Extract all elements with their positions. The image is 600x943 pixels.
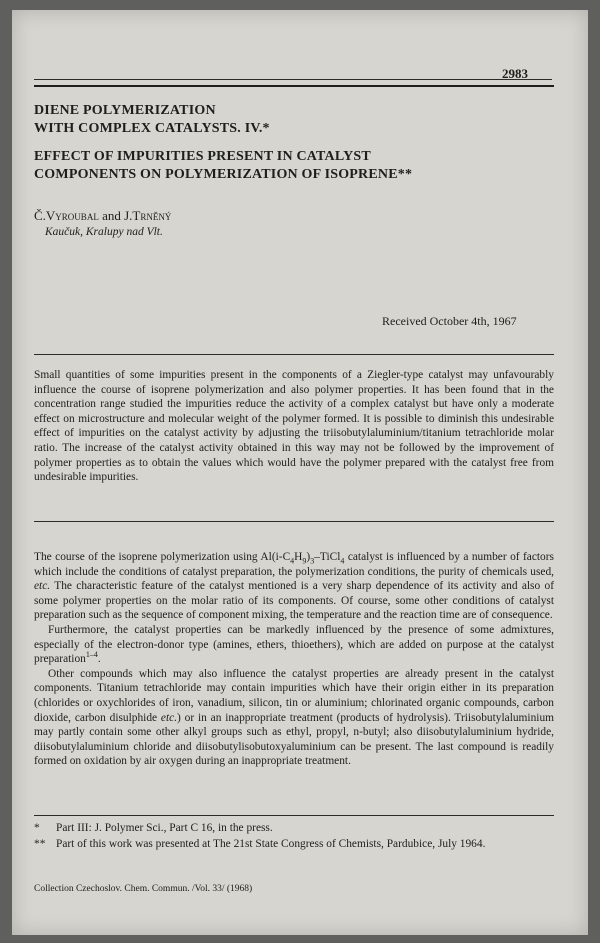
footnote-2-mark: ** xyxy=(34,838,46,850)
abstract-text: Small quantities of some impurities present in the components of a Ziegler-type catalyst may unfavourably influence the course of isoprene polymerization and also polymer properties. It has been found that in the concentration range studied the impurities reduce the activity of a complex catalyst but have only a moderate effect on microstructure and molecular weight of the polymer formed. It is possible to diminish this undesirable effect of impurities on the catalyst activity by adjusting the triisobutylaluminium/titanium tetrachloride molar ratio. The increase of the catalyst activity obtained in this way may not be followed by the improvement of polymer properties as to obtain the values which would have the polymer prepared with the catalyst free from undesirable impurities. xyxy=(34,369,554,484)
authors xyxy=(34,208,171,224)
footnote-1-text: Part III: J. Polymer Sci., Part C 16, in the press. xyxy=(56,822,273,834)
author-2: J.Trněný xyxy=(124,208,172,223)
footnote-1-mark: * xyxy=(34,822,40,834)
title-line-4: COMPONENTS ON POLYMERIZATION OF ISOPRENE** xyxy=(34,167,413,182)
footnote-1 xyxy=(34,821,554,835)
footnote-rule xyxy=(34,815,554,816)
header-rule-thick xyxy=(34,85,554,87)
received-date: Received October 4th, 1967 xyxy=(382,314,517,328)
author-connector: and xyxy=(98,208,125,223)
journal-footer: Collection Czechoslov. Chem. Commun. /Vol. 33/ (1968) xyxy=(34,884,253,894)
abstract xyxy=(34,368,554,485)
abstract-top-rule xyxy=(34,354,554,355)
affiliation: Kaučuk, Kralupy nad Vlt. xyxy=(45,226,163,238)
journal-page xyxy=(12,10,588,935)
body-paragraph-1: The course of the isoprene polymerization using $Al(i-C_4H_9)_3-TiCl_4$ catalyst is influenced by a number of factors which include the conditions of catalyst preparation, the polymerization conditions, the purity of chemicals used, etc. The characteristic feature of the catalyst mentioned is a very sharp dependence of its activity and also of some polymer properties on the molar ratio of its components. Of course, some other conditions of catalyst preparation such as the sequence of component mixing, the temperature and the reaction time are of consequence. xyxy=(34,551,554,622)
footnote-2-text: Part of this work was presented at The 21st State Congress of Chemists, Pardubice, July 1964. xyxy=(56,838,486,850)
body-paragraph-3: Other compounds which may also influence the catalyst properties are already present in the catalyst components. Titanium tetrachloride may contain impurities which have their origin either in its preparation (chlorides or oxychlorides of iron, vanadium, silicon, tin or aluminium; chlorinated organic compounds, carbon dioxide, carbon disulphide etc.) or in an inappropriate treatment (products of hydrolysis). Triisobutylaluminium may partly contain some other alkyl groups such as ethyl, propyl, n-butyl; also diisobutylaluminium hydride, diisobutylaluminium chloride and diisobutylisobutoxyaluminium can be present. The last compound is readily formed on oxidation by air oxygen during an inappropriate treatment. xyxy=(34,667,554,768)
page-number: 2983 xyxy=(502,66,528,81)
footnote-2 xyxy=(34,837,554,851)
title-line-3: EFFECT OF IMPURITIES PRESENT IN CATALYST xyxy=(34,149,371,164)
main-body xyxy=(34,550,554,769)
header-rule-thin xyxy=(34,79,552,80)
abstract-bottom-rule xyxy=(34,521,554,522)
title-line-1: DIENE POLYMERIZATION xyxy=(34,103,216,118)
body-paragraph-2: Furthermore, the catalyst properties can be markedly influenced by the presence of some admixtures, especially of the electron-donor type (amines, ethers, thioethers), which are added on purpose at the catalyst preparation$^{1-4}$. xyxy=(34,623,554,666)
author-1: Č.Vyroubal xyxy=(34,208,99,223)
title-line-2: WITH COMPLEX CATALYSTS. IV.* xyxy=(34,121,270,136)
